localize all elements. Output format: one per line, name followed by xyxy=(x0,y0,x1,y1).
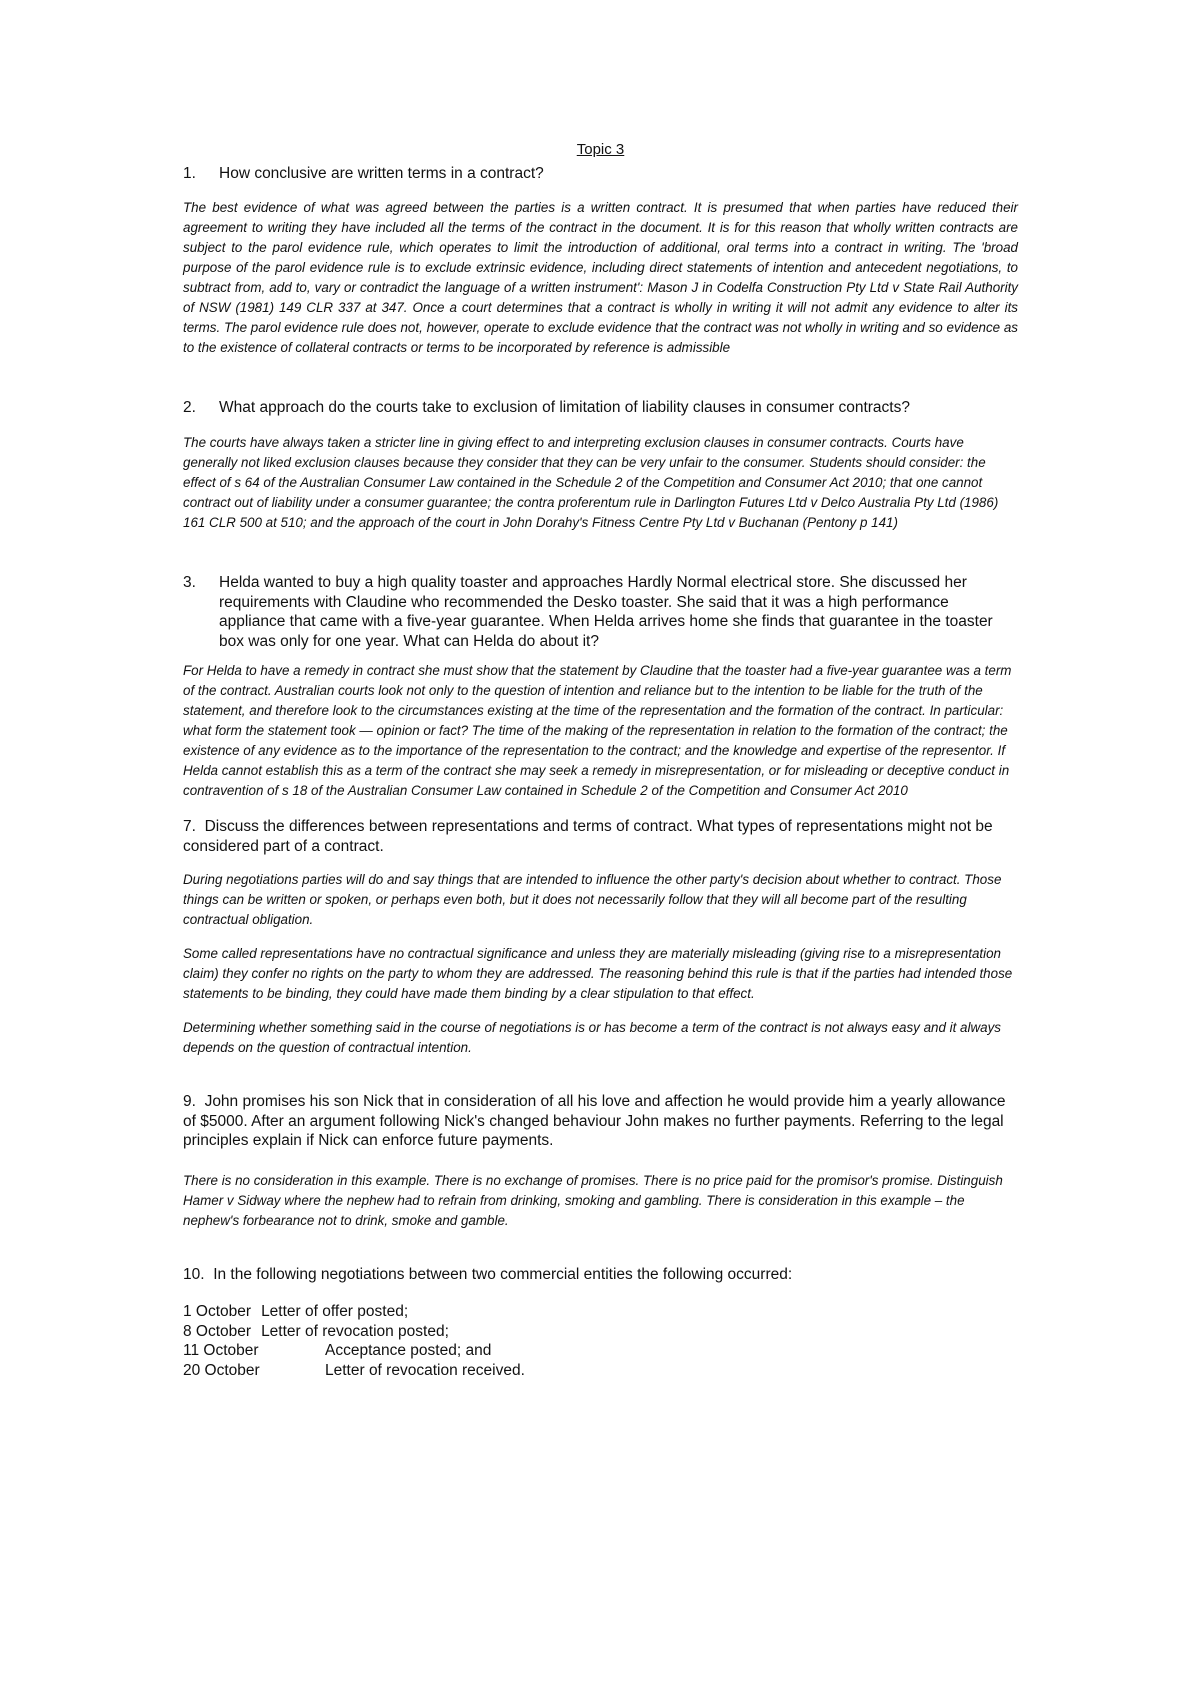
question-number: 9. xyxy=(183,1093,196,1110)
timeline-row xyxy=(183,1341,1018,1361)
question-text: In the following negotiations between two commercial entities the following occurred: xyxy=(213,1265,793,1283)
timeline-event: Acceptance posted; and xyxy=(325,1342,492,1359)
answer-paragraph: The courts have always taken a stricter line in giving effect to and interpreting exclusion clauses in consumer contracts. Courts have generally not liked exclusion clauses because they consider that they can be very unfair to the consumer. Students should consider: the effect of s 64 of the Australian Consumer Law contained in the Schedule 2 of the Competition and Consumer Act 2010; that one cannot contract out of liability under a consumer guarantee; the contra proferentum rule in Darlington Futures Ltd v Delco Australia Pty Ltd (1986) 161 CLR 500 at 510; and the approach of the court in John Dorahy's Fitness Centre Pty Ltd v Buchanan (Pentony p 141) xyxy=(183,435,999,530)
timeline-row xyxy=(183,1361,1018,1381)
question-number: 2. xyxy=(183,398,196,416)
timeline-date: 8 October xyxy=(183,1322,252,1340)
document-body xyxy=(183,140,1018,1380)
timeline-date: 11 October xyxy=(183,1342,259,1359)
answer-paragraph: The best evidence of what was agreed between the parties is a written contract. It is presumed that when parties have reduced their agreement to writing they have included all the terms of the contract in the document. It is for this reason that wholly written contracts are subject to the parol evidence rule, which operates to limit the introduction of additional, oral terms into a contract in writing. The 'broad purpose of the parol evidence rule is to exclude extrinsic evidence, including direct statements of intention and antecedent negotiations, to subtract from, add to, vary or contradict the language of a written instrument': Mason J in Codelfa Construction Pty Ltd v State Rail Authority of NSW (1981) 149 CLR 337 at 347. Once a court determines that a contract is wholly in writing it will not admit any evidence to alter its terms. The parol evidence rule does not, however, operate to exclude evidence that the contract was not wholly in writing and so evidence as to the existence of collateral contracts or terms to be incorporated by reference is admissible xyxy=(183,199,1018,355)
question-text: Discuss the differences between representations and terms of contract. What types of representations might not be considered part of a contract. xyxy=(183,818,993,855)
answer-paragraph: For Helda to have a remedy in contract she must show that the statement by Claudine that the toaster had a five-year guarantee was a term of the contract. Australian courts look not only to the question of intention and reliance but to the intention to be liable for the truth of the statement, and therefore look to the circumstances existing at the time of the representation and the formation of the contract. In particular: what form the statement took — opinion or fact? The time of the making of the representation in relation to the formation of the contract; the existence of any evidence as to the importance of the representation to the contract; and the knowledge and expertise of the representor. If Helda cannot establish this as a term of the contract she may seek a remedy in misrepresentation, or for misleading or deceptive conduct in contravention of s 18 of the Australian Consumer Law contained in Schedule 2 of the Competition and Consumer Act 2010 xyxy=(183,663,1012,798)
answer-paragraph: Some called representations have no contractual significance and unless they are materially misleading (giving rise to a misrepresentation claim) they confer no rights on the party to whom they are addressed. The reasoning behind this rule is that if the parties had intended those statements to be binding, they could have made them binding by a clear stipulation to that effect. xyxy=(183,946,1013,1001)
answer-paragraph: Determining whether something said in the course of negotiations is or has become a term of the contract is not always easy and it always depends on the question of contractual intention. xyxy=(183,1020,1001,1055)
answer-paragraph: There is no consideration in this example. There is no exchange of promises. There is no price paid for the promisor's promise. Distinguish Hamer v Sidway where the nephew had to refrain from drinking, smoking and gambling. There is consideration in this example – the nephew's forbearance not to drink, smoke and gamble. xyxy=(183,1172,1003,1228)
question-9 xyxy=(183,1092,1018,1151)
question-2 xyxy=(183,398,1018,418)
timeline-row xyxy=(183,1322,1018,1342)
question-3 xyxy=(183,573,1018,651)
timeline-row xyxy=(183,1302,1018,1322)
question-number: 1. xyxy=(183,165,196,182)
timeline-date: 1 October xyxy=(183,1303,252,1320)
question-text: How conclusive are written terms in a contract? xyxy=(219,165,544,182)
timeline-event: Letter of offer posted; xyxy=(261,1303,409,1320)
question-number: 10. xyxy=(183,1265,205,1283)
question-text: What approach do the courts take to exclusion of limitation of liability clauses in consumer contracts? xyxy=(219,398,910,416)
timeline-event: Letter of revocation posted; xyxy=(261,1322,449,1340)
negotiation-timeline xyxy=(183,1302,1018,1380)
question-text: John promises his son Nick that in consideration of all his love and affection he would provide him a yearly allowance of $5000. After an argument following Nick's changed behaviour John makes no further payments. Referring to the legal principles explain if Nick can enforce future payments. xyxy=(183,1093,1006,1149)
timeline-date: 20 October xyxy=(183,1361,260,1379)
question-1 xyxy=(183,164,1018,184)
question-number: 7. xyxy=(183,818,196,835)
question-number: 3. xyxy=(183,574,196,591)
question-text: Helda wanted to buy a high quality toaster and approaches Hardly Normal electrical store. She discussed her requirements with Claudine who recommended the Desko toaster. She said that it was a high performance appliance that came with a five-year guarantee. When Helda arrives home she finds that guarantee in the toaster box was only for one year. What can Helda do about it? xyxy=(219,574,993,650)
page-title: Topic 3 xyxy=(576,141,625,158)
timeline-event: Letter of revocation received. xyxy=(325,1361,525,1379)
question-10 xyxy=(183,1265,1018,1285)
question-7 xyxy=(183,817,1018,856)
answer-paragraph: During negotiations parties will do and say things that are intended to influence the other party's decision about whether to contract. Those things can be written or spoken, or perhaps even both, but it does not necessarily follow that they will all become part of the resulting contractual obligation. xyxy=(183,872,1002,927)
